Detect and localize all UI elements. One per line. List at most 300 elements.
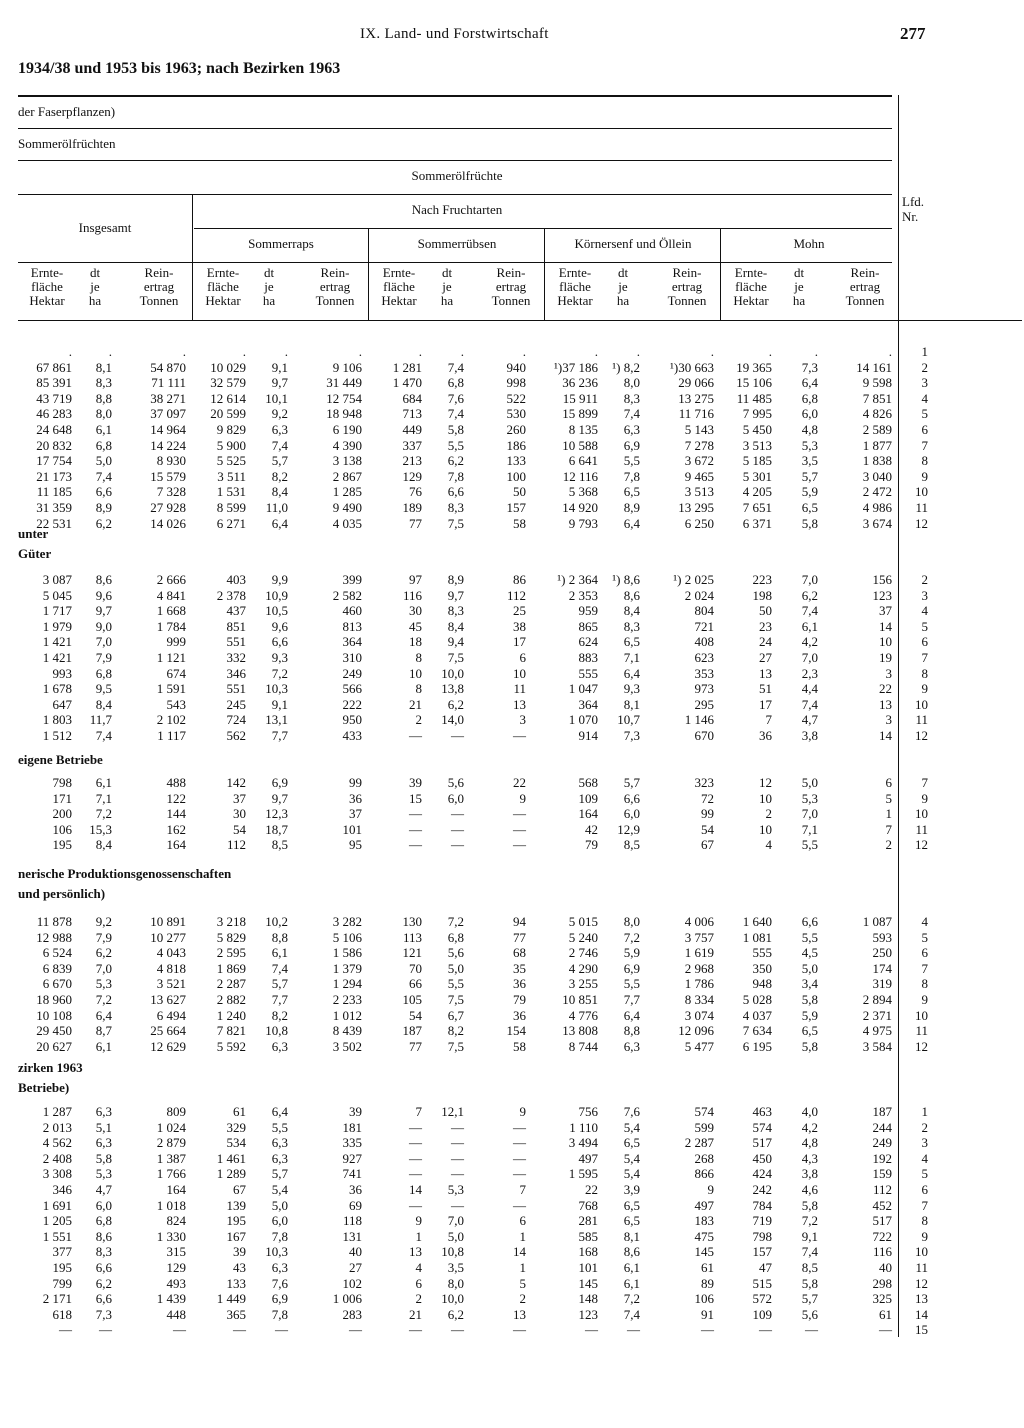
table-cell: 8 135 (568, 421, 598, 437)
table-cell: 9,7 (271, 375, 288, 391)
table-cell: 5,5 (623, 453, 640, 469)
table-cell: 6,3 (623, 1038, 640, 1054)
table-cell: 7,2 (95, 806, 112, 822)
table-cell: — (513, 806, 526, 822)
table-cell: 5 829 (216, 929, 246, 945)
table-cell: 7,3 (801, 359, 818, 375)
table-cell: 12 096 (678, 1023, 714, 1039)
table-cell: 40 (349, 1244, 362, 1260)
table-cell: 112 (506, 587, 526, 603)
table-cell: 14 (879, 618, 892, 634)
table-cell: 530 (506, 406, 526, 422)
table-cell: 10 (759, 821, 772, 837)
row-number: 7 (921, 960, 928, 976)
table-cell: 9,4 (447, 634, 464, 650)
table-cell: 36 (513, 1007, 526, 1023)
table-row (0, 469, 1000, 485)
table-cell: 12 116 (562, 468, 598, 484)
table-cell: 325 (872, 1291, 892, 1307)
table-cell: 105 (402, 991, 422, 1007)
table-cell: 6,1 (95, 1038, 112, 1054)
table-cell: 30 (233, 806, 246, 822)
table-cell: 9,2 (95, 914, 112, 929)
table-cell: 993 (52, 665, 72, 681)
row-number: 11 (915, 499, 928, 515)
table-cell: 4 (765, 837, 772, 853)
table-cell: 10,1 (265, 390, 288, 406)
table-cell: 102 (342, 1275, 362, 1291)
table-cell: 8,2 (271, 468, 288, 484)
table-cell: — (513, 1135, 526, 1151)
table-cell: 7,6 (447, 390, 464, 406)
table-cell: 784 (752, 1197, 772, 1213)
table-cell: 223 (752, 572, 772, 587)
table-cell: 148 (578, 1291, 598, 1307)
table-cell: 8,3 (447, 499, 464, 515)
table-cell: 6,1 (271, 945, 288, 961)
table-row (0, 1023, 1000, 1039)
table-cell: 2 024 (684, 587, 714, 603)
table-cell: 2 287 (216, 976, 246, 992)
table-cell: 1 461 (216, 1150, 246, 1166)
table-cell: 6,5 (623, 1213, 640, 1229)
table-cell: 5,5 (447, 437, 464, 453)
table-cell: 164 (166, 837, 186, 853)
table-cell: 1 006 (332, 1291, 362, 1307)
table-cell: 6,4 (95, 1007, 112, 1023)
table-cell: 346 (226, 665, 246, 681)
table-cell: 10,8 (265, 1023, 288, 1039)
table-cell: 142 (226, 775, 246, 790)
table-cell: 24 648 (36, 421, 72, 437)
table-cell: 364 (342, 634, 362, 650)
table-cell: 5,4 (623, 1119, 640, 1135)
table-cell: 1 803 (42, 712, 72, 728)
table-cell: 183 (694, 1213, 714, 1229)
table-cell: 9,1 (271, 696, 288, 712)
table-cell: 5,4 (623, 1150, 640, 1166)
table-cell: 200 (52, 806, 72, 822)
table-cell: 2 882 (216, 991, 246, 1007)
table-cell: 449 (402, 421, 422, 437)
table-cell: 6 250 (684, 515, 714, 531)
table-cell: 298 (872, 1275, 892, 1291)
table-cell: 6,2 (447, 1306, 464, 1322)
table-cell: 1 287 (42, 1104, 72, 1119)
table-cell: 6,6 (95, 1259, 112, 1275)
table-cell: 12 988 (36, 929, 72, 945)
table-cell: 9,6 (271, 618, 288, 634)
table-cell: 7,8 (623, 468, 640, 484)
table-cell: 424 (752, 1166, 772, 1182)
table-row (0, 775, 1000, 791)
table-cell: 129 (402, 468, 422, 484)
table-cell: — (513, 1322, 526, 1338)
table-cell: 6,9 (623, 960, 640, 976)
table-cell: 7,5 (447, 991, 464, 1007)
table-cell: 15 911 (562, 390, 598, 406)
table-cell: 47 (759, 1259, 772, 1275)
table-cell: 3 040 (862, 468, 892, 484)
table-cell: 11 716 (678, 406, 714, 422)
table-cell: — (451, 1322, 464, 1338)
table-cell: 8,6 (95, 1228, 112, 1244)
table-cell: 8,1 (623, 696, 640, 712)
table-cell: 7 651 (742, 499, 772, 515)
table-cell: 346 (52, 1181, 72, 1197)
table-cell: 8,4 (447, 618, 464, 634)
table-row (0, 1213, 1000, 1229)
table-cell: 145 (578, 1275, 598, 1291)
table-cell: 4,8 (801, 1135, 818, 1151)
table-cell: 1 619 (684, 945, 714, 961)
table-cell: 10,7 (617, 712, 640, 728)
table-cell: — (627, 1322, 640, 1338)
table-cell: 3 521 (156, 976, 186, 992)
row-number: 11 (915, 1023, 928, 1039)
table-row (0, 1322, 1000, 1338)
table-cell: 15 106 (736, 375, 772, 391)
table-cell: 6,4 (271, 515, 288, 531)
table-cell: 3 074 (684, 1007, 714, 1023)
table-cell: 5,7 (271, 1166, 288, 1182)
table-cell: 123 (872, 587, 892, 603)
table-cell: 10 108 (36, 1007, 72, 1023)
table-cell: 29 450 (36, 1023, 72, 1039)
table-cell: . (418, 344, 422, 359)
table-cell: 7,2 (447, 914, 464, 929)
table-row (0, 438, 1000, 454)
table-cell: 5,5 (801, 837, 818, 853)
table-cell: 4,5 (801, 945, 818, 961)
table-cell: 9 598 (862, 375, 892, 391)
table-cell: 9 490 (332, 499, 362, 515)
table-cell: 6,5 (801, 1023, 818, 1039)
table-cell: 866 (694, 1166, 714, 1182)
row-number: 5 (921, 618, 928, 634)
table-cell: 4 006 (684, 914, 714, 929)
table-cell: 133 (226, 1275, 246, 1291)
table-cell: 4 975 (862, 1023, 892, 1039)
table-cell: 7,5 (447, 515, 464, 531)
table-cell: 9 (519, 790, 526, 806)
table-cell: 1 668 (156, 603, 186, 619)
table-cell: 8,3 (623, 390, 640, 406)
table-row (0, 634, 1000, 650)
table-cell: 3,4 (801, 976, 818, 992)
row-number: 1 (921, 1104, 928, 1119)
table-cell: 6,9 (271, 775, 288, 790)
table-row (0, 1104, 1000, 1120)
table-cell: 10,8 (441, 1244, 464, 1260)
table-cell: 1 289 (216, 1166, 246, 1182)
table-cell: — (409, 1135, 422, 1151)
table-cell: 67 (233, 1181, 246, 1197)
table-cell: 973 (694, 681, 714, 697)
table-cell: 5 (885, 790, 892, 806)
table-cell: 4 826 (862, 406, 892, 422)
table-cell: 1 146 (684, 712, 714, 728)
table-cell: 97 (409, 572, 422, 587)
table-cell: 106 (52, 821, 72, 837)
table-cell: 22 531 (36, 515, 72, 531)
table-cell: 86 (513, 572, 526, 587)
table-cell: . (710, 344, 714, 359)
table-cell: 131 (342, 1228, 362, 1244)
table-cell: 7,9 (95, 929, 112, 945)
table-cell: 101 (578, 1259, 598, 1275)
table-cell: 13 295 (678, 499, 714, 515)
table-cell: 6,1 (95, 421, 112, 437)
table-cell: 623 (694, 649, 714, 665)
table-cell: 585 (578, 1228, 598, 1244)
table-cell: 29 066 (678, 375, 714, 391)
table-cell: 8,5 (801, 1259, 818, 1275)
table-cell: 6,4 (271, 1104, 288, 1119)
table-cell: 10 (409, 665, 422, 681)
table-cell: . (594, 344, 598, 359)
table-row (0, 806, 1000, 822)
table-cell: 36 (349, 790, 362, 806)
row-number: 5 (921, 929, 928, 945)
table-cell: 13 (879, 696, 892, 712)
table-cell: 22 (879, 681, 892, 697)
header-group-faserpflanzen: der Faserpflanzen) (18, 104, 116, 119)
table-cell: 195 (226, 1213, 246, 1229)
table-cell: 7,2 (623, 929, 640, 945)
table-cell: 9,3 (271, 649, 288, 665)
row-number: 3 (921, 587, 928, 603)
table-cell: 2,3 (801, 665, 818, 681)
table-cell: 6,3 (271, 1038, 288, 1054)
table-cell: 574 (752, 1119, 772, 1135)
table-cell: 10 588 (562, 437, 598, 453)
table-cell: 10 (879, 634, 892, 650)
table-cell: 187 (402, 1023, 422, 1039)
table-cell: 4 035 (332, 515, 362, 531)
row-number: 11 (915, 712, 928, 728)
table-cell: 10,9 (265, 587, 288, 603)
row-number: 6 (921, 634, 928, 650)
table-cell: 43 (233, 1259, 246, 1275)
table-cell: 2 (765, 806, 772, 822)
table-cell: 1 784 (156, 618, 186, 634)
row-number: 4 (921, 1150, 928, 1166)
table-cell: 6,6 (447, 484, 464, 500)
table-cell: 9 793 (568, 515, 598, 531)
table-cell: 5,3 (801, 437, 818, 453)
table-cell: 18 (409, 634, 422, 650)
table-cell: 3 308 (42, 1166, 72, 1182)
section-title: unter (18, 526, 49, 541)
table-cell: 319 (872, 976, 892, 992)
table-cell: 2 408 (42, 1150, 72, 1166)
row-number: 7 (921, 775, 928, 790)
table-cell: 5 (519, 1275, 526, 1291)
row-number: 8 (921, 976, 928, 992)
column-header: dt je ha (88, 265, 102, 308)
table-cell: — (409, 1322, 422, 1338)
table-cell: 157 (752, 1244, 772, 1260)
table-cell: 7 634 (742, 1023, 772, 1039)
table-cell: 89 (701, 1275, 714, 1291)
table-row (0, 1166, 1000, 1182)
table-cell: 6,0 (447, 790, 464, 806)
table-cell: 2 287 (684, 1135, 714, 1151)
table-cell: 1 018 (156, 1197, 186, 1213)
table-cell: 10,3 (265, 1244, 288, 1260)
table-cell: 1 838 (862, 453, 892, 469)
table-cell: 9 829 (216, 421, 246, 437)
table-row (0, 603, 1000, 619)
table-cell: . (108, 344, 112, 359)
table-cell: 3 282 (332, 914, 362, 929)
section-rows (0, 775, 1000, 853)
table-cell: 7,7 (271, 991, 288, 1007)
table-cell: 804 (694, 603, 714, 619)
table-cell: 8 (415, 681, 422, 697)
table-row (0, 484, 1000, 500)
table-cell: 18,7 (265, 821, 288, 837)
table-cell: 798 (752, 1228, 772, 1244)
table-cell: 9,7 (271, 790, 288, 806)
header-crop-sommerraps: Sommerraps (248, 236, 314, 251)
row-number: 14 (915, 1306, 928, 1322)
table-cell: 14 026 (150, 515, 186, 531)
table-cell: 452 (872, 1197, 892, 1213)
table-cell: 6,5 (623, 1135, 640, 1151)
table-cell: 9,6 (95, 587, 112, 603)
table-cell: 3 672 (684, 453, 714, 469)
table-row (0, 791, 1000, 807)
table-cell: . (242, 344, 246, 359)
table-cell: 17 754 (36, 453, 72, 469)
table-cell: 8,9 (447, 572, 464, 587)
table-cell: 22 (585, 1181, 598, 1197)
table-cell: 167 (226, 1228, 246, 1244)
table-row (0, 712, 1000, 728)
table-cell: 1 281 (392, 359, 422, 375)
row-number: 3 (921, 375, 928, 391)
table-cell: 1 766 (156, 1166, 186, 1182)
table-cell: 2 353 (568, 587, 598, 603)
table-cell: 2 (415, 1291, 422, 1307)
table-cell: 3 513 (742, 437, 772, 453)
table-cell: 7 278 (684, 437, 714, 453)
table-cell: 3 138 (332, 453, 362, 469)
table-cell: 8,5 (271, 837, 288, 853)
table-cell: 157 (506, 499, 526, 515)
col-divider-senf (720, 228, 721, 320)
table-cell: 6,2 (95, 1275, 112, 1291)
table-cell: 50 (759, 603, 772, 619)
table-cell: 6 195 (742, 1038, 772, 1054)
table-cell: 3 (885, 712, 892, 728)
table-row (0, 1244, 1000, 1260)
table-cell: 109 (752, 1306, 772, 1322)
table-cell: 1 421 (42, 649, 72, 665)
table-cell: 27 (759, 649, 772, 665)
table-cell: 722 (872, 1228, 892, 1244)
header-rule-2 (18, 128, 892, 129)
table-cell: 8 599 (216, 499, 246, 515)
table-cell: 7,4 (447, 406, 464, 422)
table-cell: 6,3 (271, 421, 288, 437)
table-cell: 1 531 (216, 484, 246, 500)
table-cell: 6 190 (332, 421, 362, 437)
table-cell: 39 (409, 775, 422, 790)
table-cell: 69 (349, 1197, 362, 1213)
table-row (0, 572, 1000, 588)
table-cell: 5,8 (801, 1197, 818, 1213)
section-rows (0, 572, 1000, 744)
table-cell: 25 (513, 603, 526, 619)
table-cell: 5,9 (623, 945, 640, 961)
table-cell: 250 (872, 945, 892, 961)
table-cell: 6,6 (801, 914, 818, 929)
table-cell: 1 595 (568, 1166, 598, 1182)
table-cell: 77 (409, 1038, 422, 1054)
row-number: 10 (915, 1244, 928, 1260)
table-cell: ¹) 2 364 (557, 572, 598, 587)
table-cell: 5,4 (623, 1166, 640, 1182)
table-cell: 50 (513, 484, 526, 500)
table-cell: — (451, 1119, 464, 1135)
table-cell: 1 (519, 1228, 526, 1244)
section-rows (0, 914, 1000, 1054)
table-cell: 4,6 (801, 1181, 818, 1197)
table-cell: 25 664 (150, 1023, 186, 1039)
table-cell: — (409, 727, 422, 743)
table-row (0, 1182, 1000, 1198)
table-cell: 7,2 (95, 991, 112, 1007)
table-cell: 39 (233, 1244, 246, 1260)
table-cell: 7,4 (95, 468, 112, 484)
table-cell: 281 (578, 1213, 598, 1229)
table-cell: — (409, 821, 422, 837)
table-cell: 551 (226, 681, 246, 697)
table-row (0, 1291, 1000, 1307)
table-cell: — (409, 1119, 422, 1135)
table-cell: 4 (415, 1259, 422, 1275)
table-cell: — (409, 1166, 422, 1182)
table-cell: 6,3 (95, 1104, 112, 1119)
table-cell: 20 832 (36, 437, 72, 453)
table-cell: 5,6 (447, 945, 464, 961)
table-cell: 7,3 (623, 727, 640, 743)
table-cell: . (522, 344, 526, 359)
table-cell: 7 328 (156, 484, 186, 500)
table-cell: 101 (342, 821, 362, 837)
table-cell: 7,7 (623, 991, 640, 1007)
table-cell: 6 371 (742, 515, 772, 531)
table-cell: 18 948 (326, 406, 362, 422)
table-cell: 171 (52, 790, 72, 806)
table-cell: 9,1 (271, 359, 288, 375)
table-cell: 6 (415, 1275, 422, 1291)
table-cell: 7,0 (801, 649, 818, 665)
table-cell: 54 (409, 1007, 422, 1023)
table-cell: 79 (585, 837, 598, 853)
table-cell: 5,7 (801, 1291, 818, 1307)
table-cell: 6,4 (623, 1007, 640, 1023)
row-number: 7 (921, 649, 928, 665)
table-cell: 4 390 (332, 437, 362, 453)
table-cell: 1 330 (156, 1228, 186, 1244)
table-cell: 3,8 (801, 727, 818, 743)
table-cell: 5 045 (42, 587, 72, 603)
table-cell: 3 218 (216, 914, 246, 929)
